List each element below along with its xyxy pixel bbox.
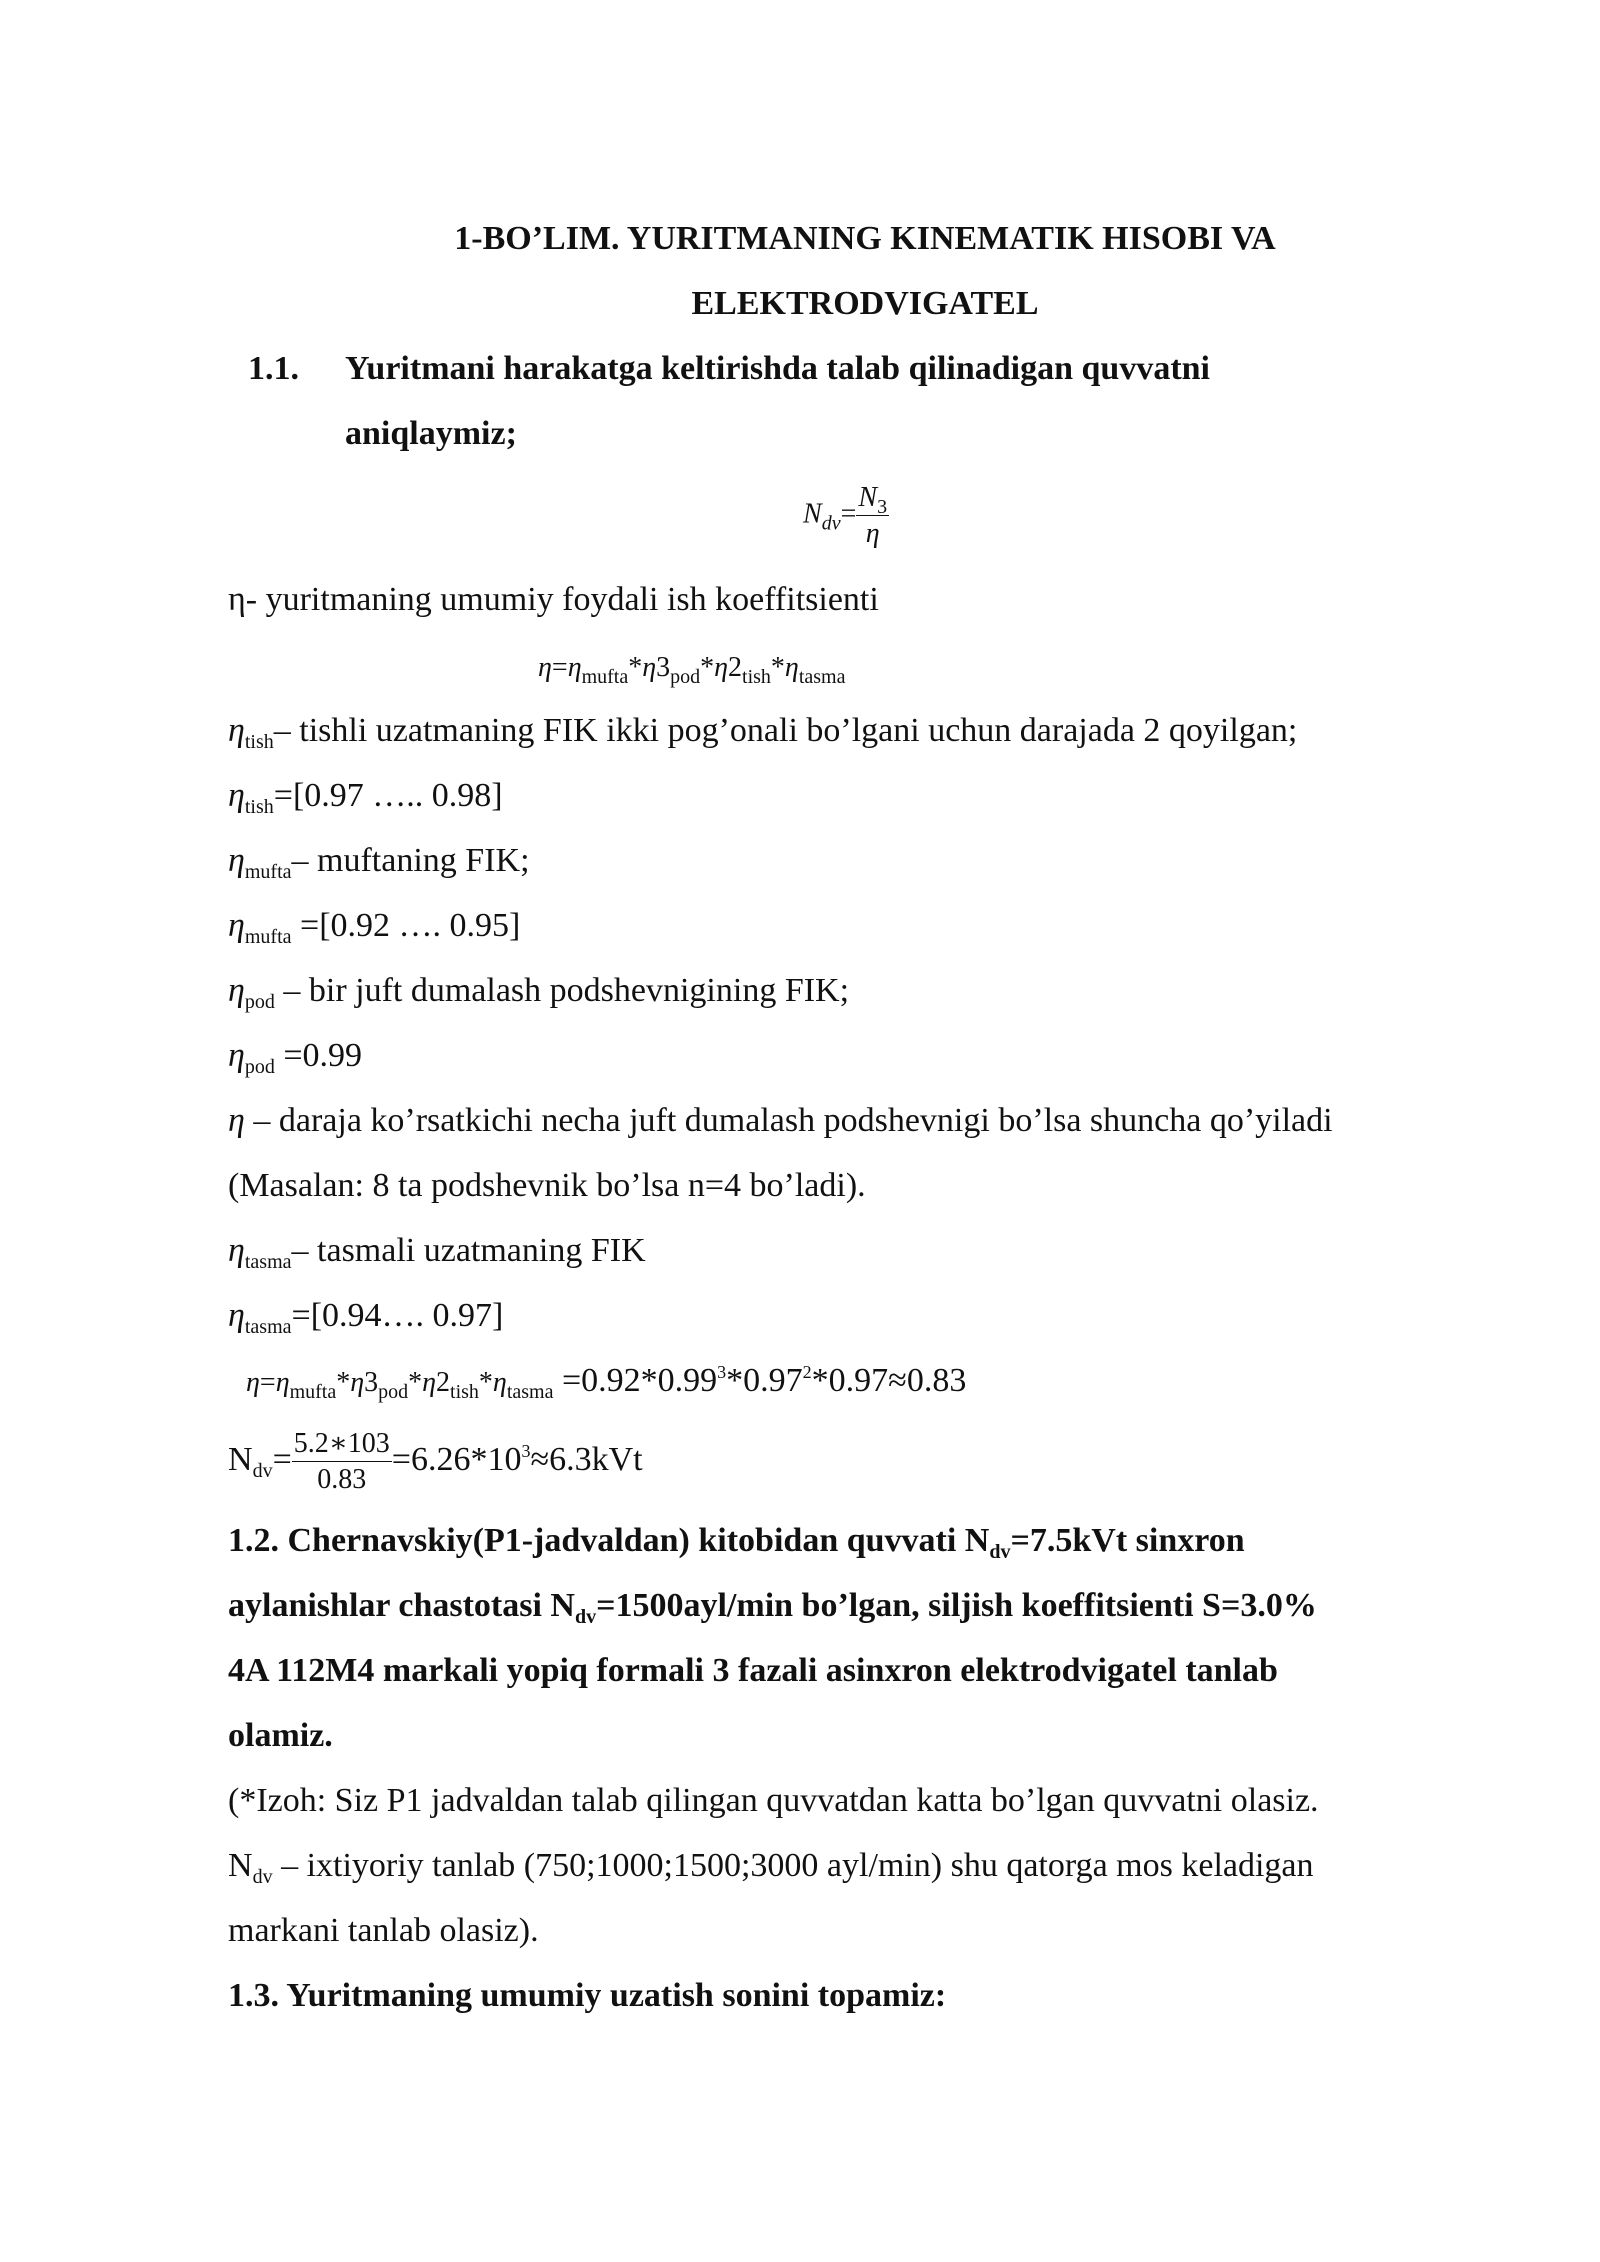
sub-tish: tish bbox=[742, 666, 771, 688]
degree-explanation-line1 bbox=[228, 1101, 1333, 1141]
star: * bbox=[478, 1367, 493, 1398]
text: =6.26*10 bbox=[391, 1441, 522, 1478]
star: * bbox=[770, 652, 785, 683]
eta-symbol: η bbox=[567, 652, 582, 683]
eta-symbol: η bbox=[228, 712, 245, 749]
sub-mufta: mufta bbox=[581, 666, 629, 688]
text: *0.97≈0.83 bbox=[811, 1362, 967, 1399]
sub-pod: pod bbox=[378, 1381, 409, 1403]
eta-mufta-range bbox=[228, 906, 520, 946]
sub-mufta: mufta bbox=[244, 861, 292, 883]
subscript: dv bbox=[989, 1541, 1011, 1563]
section-1-2-line2 bbox=[228, 1586, 1317, 1626]
text: – muftaning FIK; bbox=[291, 842, 530, 879]
formula-ndv-lhs: N bbox=[803, 498, 822, 530]
ndv-fraction bbox=[292, 1430, 392, 1494]
text: – ixtiyoriy tanlab (750;1000;1500;3000 ayl/min) shu qatorga mos keladigan bbox=[272, 1847, 1314, 1884]
sub-mufta: mufta bbox=[244, 926, 292, 948]
text: =1500ayl/min bo’lgan, siljish koeffitsienti S=3.0% bbox=[596, 1587, 1317, 1624]
section-number-1-1: 1.1. bbox=[248, 350, 299, 387]
sub-tish: tish bbox=[244, 731, 274, 753]
eta-symbol: η bbox=[228, 907, 245, 944]
formula-ndv-eq: = bbox=[840, 498, 857, 530]
exponent: 3 bbox=[717, 1362, 727, 1382]
subscript: dv bbox=[252, 1866, 273, 1888]
eta-symbol: η bbox=[714, 652, 729, 683]
star: * bbox=[408, 1367, 423, 1398]
sub-pod: pod bbox=[244, 991, 275, 1013]
eta-symbol: η bbox=[275, 1367, 290, 1398]
text: =[0.97 ….. 0.98] bbox=[273, 777, 503, 814]
section-title-1-1-line2: aniqlaymiz; bbox=[345, 415, 517, 452]
exponent: 3 bbox=[521, 1441, 531, 1461]
eq-sign: = bbox=[259, 1367, 276, 1398]
sub-pod: pod bbox=[670, 666, 701, 688]
sub-tasma: tasma bbox=[506, 1381, 554, 1403]
section-title-1-1-line1: Yuritmani harakatga keltirishda talab qilinadigan quvvatni bbox=[345, 350, 1211, 387]
eta-pod-value bbox=[228, 1036, 362, 1076]
eta-pod-description bbox=[228, 971, 849, 1011]
formula-ndv-num: N bbox=[858, 482, 878, 513]
note-line1: (*Izoh: Siz P1 jadvaldan talab qilingan quvvatdan katta bo’lgan quvvatni olasiz. bbox=[228, 1782, 1319, 1819]
sub-tasma: tasma bbox=[244, 1316, 292, 1338]
eta-symbol: η bbox=[228, 1232, 245, 1269]
ndv-calculation bbox=[228, 1420, 643, 1500]
text: – daraja ko’rsatkichi necha juft dumalash podshevnigi bo’lsa shuncha qo’yiladi bbox=[244, 1102, 1333, 1139]
text: *0.97 bbox=[726, 1362, 803, 1399]
text: – tishli uzatmaning FIK ikki pog’onali bo’lgani uchun darajada 2 qoyilgan; bbox=[273, 712, 1298, 749]
sub-tasma: tasma bbox=[798, 666, 846, 688]
eta-definition: η- yuritmaning umumiy foydali ish koeffitsienti bbox=[228, 581, 879, 618]
eta-symbol: η bbox=[228, 1297, 245, 1334]
exp-two: 2 bbox=[436, 1367, 451, 1398]
text: =7.5kVt sinxron bbox=[1010, 1522, 1245, 1559]
text: – tasmali uzatmaning FIK bbox=[291, 1232, 646, 1269]
eta-symbol: η bbox=[422, 1367, 437, 1398]
formula-ndv-den: η bbox=[865, 518, 880, 549]
subscript: dv bbox=[574, 1606, 597, 1628]
text: ≈6.3kVt bbox=[530, 1441, 643, 1478]
chapter-title-line1: 1-BO’LIM. YURITMANING KINEMATIK HISOBI VA bbox=[454, 220, 1276, 257]
eta-symbol: η bbox=[246, 1367, 260, 1398]
sub-tasma: tasma bbox=[244, 1251, 292, 1273]
eta-tish-description bbox=[228, 711, 1297, 751]
eta-symbol: η bbox=[228, 777, 245, 814]
eta-symbol: η bbox=[784, 652, 799, 683]
eta-tasma-description bbox=[228, 1231, 646, 1271]
star: * bbox=[336, 1367, 351, 1398]
text: =0.99 bbox=[274, 1037, 363, 1074]
sub-tish: tish bbox=[450, 1381, 479, 1403]
eta-symbol: η bbox=[642, 652, 657, 683]
chapter-title-line2: ELEKTRODVIGATEL bbox=[691, 285, 1039, 322]
eta-symbol: η bbox=[228, 1102, 245, 1139]
eta-symbol: η bbox=[492, 1367, 507, 1398]
sub-pod: pod bbox=[244, 1056, 275, 1078]
section-1-3-title: 1.3. Yuritmaning umumiy uzatish sonini topamiz: bbox=[228, 1977, 947, 2014]
eta-tish-range bbox=[228, 776, 503, 816]
text: =[0.94…. 0.97] bbox=[291, 1297, 504, 1334]
sub-mufta: mufta bbox=[289, 1381, 337, 1403]
text: =0.92*0.99 bbox=[553, 1362, 718, 1399]
section-1-2-line4: olamiz. bbox=[228, 1717, 333, 1754]
formula-ndv-lhs-sub: dv bbox=[821, 512, 841, 535]
text: aylanishlar chastotasi N bbox=[228, 1587, 575, 1624]
eta-symbol: η bbox=[228, 842, 245, 879]
text: N bbox=[228, 1441, 253, 1478]
text: N bbox=[228, 1847, 253, 1884]
text: – bir juft dumalash podshevnigining FIK; bbox=[274, 972, 850, 1009]
note-line3: markani tanlab olasiz). bbox=[228, 1912, 539, 1949]
text: =[0.92 …. 0.95] bbox=[291, 907, 521, 944]
star: * bbox=[700, 652, 715, 683]
formula-eta bbox=[538, 648, 845, 688]
exponent: 2 bbox=[802, 1362, 812, 1382]
eta-symbol: η bbox=[538, 652, 552, 683]
degree-explanation-line2: (Masalan: 8 ta podshevnik bo’lsa n=4 bo’ladi). bbox=[228, 1167, 866, 1204]
sub-tish: tish bbox=[244, 796, 274, 818]
exp-three: 3 bbox=[656, 652, 671, 683]
subscript: dv bbox=[252, 1460, 273, 1482]
formula-ndv-num-sub: 3 bbox=[877, 496, 888, 518]
fraction-denominator: 0.83 bbox=[317, 1464, 367, 1496]
exp-two: 2 bbox=[728, 652, 743, 683]
eq-sign: = bbox=[272, 1441, 292, 1478]
eta-symbol: η bbox=[350, 1367, 365, 1398]
eta-mufta-description bbox=[228, 841, 530, 881]
formula-ndv bbox=[803, 484, 889, 548]
exp-three: 3 bbox=[364, 1367, 379, 1398]
eq-sign: = bbox=[551, 652, 568, 683]
section-1-2-line1 bbox=[228, 1521, 1245, 1561]
eta-calculation bbox=[246, 1361, 966, 1403]
star: * bbox=[628, 652, 643, 683]
fraction-numerator: 5.2∗103 bbox=[292, 1430, 392, 1462]
eta-symbol: η bbox=[228, 972, 245, 1009]
note-line2 bbox=[228, 1846, 1314, 1886]
eta-symbol: η bbox=[228, 1037, 245, 1074]
formula-ndv-fraction bbox=[856, 484, 889, 548]
text: 1.2. Chernavskiy(P1-jadvaldan) kitobidan quvvati N bbox=[228, 1522, 990, 1559]
eta-tasma-range bbox=[228, 1296, 503, 1336]
section-1-2-line3: 4A 112M4 markali yopiq formali 3 fazali asinxron elektrodvigatel tanlab bbox=[228, 1652, 1278, 1689]
